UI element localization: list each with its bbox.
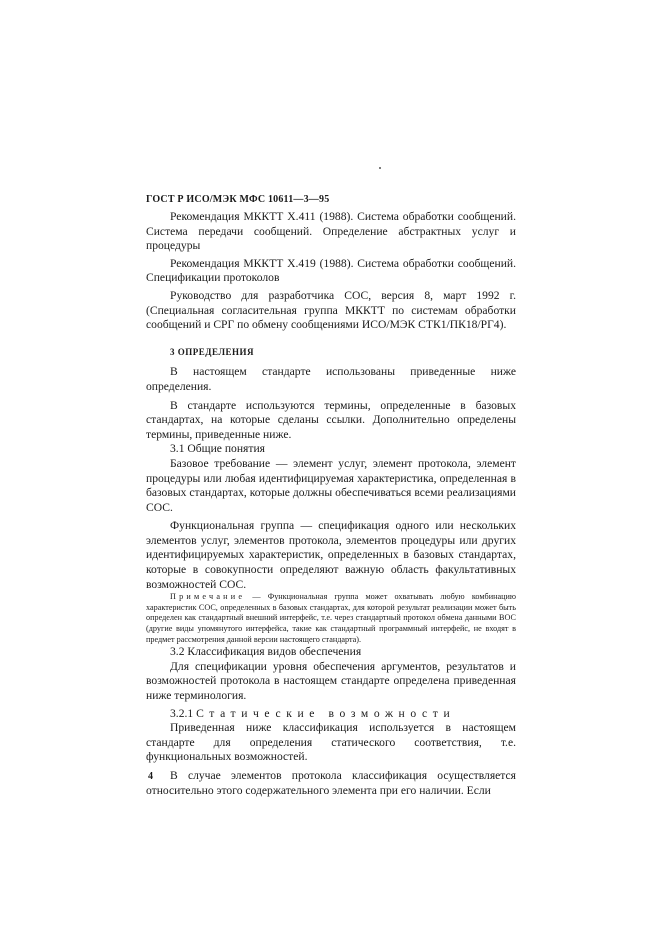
note-label: Примечание (170, 592, 246, 602)
reference-implementors-guide: Руководство для разработчика СОС, версия 8, март 1992 г. (Специальная согласительная группа МККТТ по системам обработки сообщений и СРГ по обмену сообщениями ИСО/МЭК СТК1/ПК18/РГ4). (146, 288, 516, 332)
section-3-2-1-heading: Статические возможности (196, 706, 456, 720)
definition-basic-requirement: Базовое требование — элемент услуг, элемент протокола, элемент процедуры или любая идентифицируемая характеристика, определенная в базовых стандартах, которые должны обеспечиваться всеми реализациями СОС. (146, 456, 516, 514)
definition-functional-group: Функциональная группа — спецификация одного или нескольких элементов услуг, элементов протокола, элементов процедуры или других идентифицируемых характеристик, определенных в базовых стандартах, которые в совокупности определяют важную область факультативных возможностей СОС. (146, 519, 516, 591)
scan-speck (379, 167, 381, 169)
section-3-2-1-paragraph-1: Приведенная ниже классификация используется в настоящем стандарте для определения статического соответствия, т.е. функциональных возможностей. (146, 721, 516, 764)
running-header: ГОСТ Р ИСО/МЭК МФС 10611—3—95 (146, 194, 330, 205)
section-3-2-1-paragraph-2: В случае элементов протокола классификация осуществляется относительно этого содержательного элемента при его наличии. Если (146, 768, 516, 797)
section-3-1-title: 3.1 Общие понятия (170, 442, 265, 456)
reference-x411: Рекомендация МККТТ Х.411 (1988). Система обработки сообщений. Система передачи сообщений. Определение абстрактных услуг и процедуры (146, 210, 516, 253)
section-3-paragraph-1: В настоящем стандарте использованы приведенные ниже определения. (146, 365, 516, 393)
section-3-2-1-number: 3.2.1 (170, 706, 197, 720)
note-text: — Функциональная группа может охватывать любую комбинацию характеристик СОС, определенных в базовых стандартах, для которой результат реализации может быть определен как стандартный внешний интерфейс, т.е. через стандартный протокол обмена данными ВОС (другие виды упомянутого интерфейса, такие как стандартный программный интерфейс, не входят в предмет рассмотрения данной версии настоящего стандарта). (146, 592, 516, 644)
section-3-2-1-title (146, 707, 516, 722)
section-3-paragraph-2: В стандарте используются термины, определенные в базовых стандартах, на которые сделаны ссылки. Дополнительно определены термины, приведенные ниже. (146, 398, 516, 441)
note-paragraph (146, 592, 516, 645)
section-3-2-paragraph: Для спецификации уровня обеспечения аргументов, результатов и возможностей протокола в настоящем стандарте определена приведенная ниже терминология. (146, 659, 516, 702)
page-number: 4 (148, 771, 153, 782)
section-3-title: 3 ОПРЕДЕЛЕНИЯ (170, 346, 255, 357)
section-3-2-title: 3.2 Классификация видов обеспечения (170, 645, 362, 659)
page-body (146, 210, 516, 798)
reference-x419: Рекомендация МККТТ Х.419 (1988). Система обработки сообщений. Спецификации протоколов (146, 256, 516, 285)
